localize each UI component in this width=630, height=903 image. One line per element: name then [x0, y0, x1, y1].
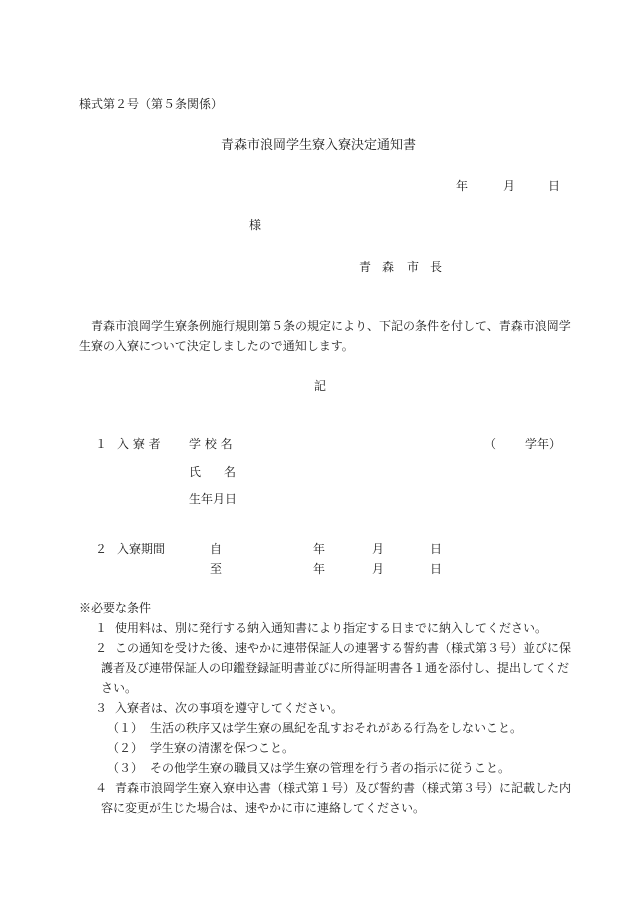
school-name-label: 学 校 名 — [189, 437, 233, 451]
condition-3-sub-2-text: 学生寮の清潔を保つこと。 — [150, 741, 295, 755]
from-month: 月 — [372, 542, 385, 556]
date-month: 月 — [503, 179, 516, 193]
condition-3-number: ３ — [95, 701, 108, 715]
condition-2-line-3: さい。 — [101, 681, 138, 695]
grade-label: 学年） — [525, 437, 562, 451]
condition-3-sub-2-number: （２） — [107, 741, 144, 755]
sender-char-2: 森 — [382, 260, 395, 274]
birthdate-label: 生年月日 — [189, 492, 238, 506]
section1-number: １ — [95, 437, 108, 451]
period-to: 至 — [210, 562, 223, 576]
document-title: 青森市浪岡学生寮入寮決定通知書 — [221, 138, 417, 153]
body-line-1: 青森市浪岡学生寮条例施行規則第５条の規定により、下記の条件を付して、青森市浪岡学 — [91, 319, 571, 333]
to-day: 日 — [430, 562, 443, 576]
form-number: 様式第２号（第５条関係） — [79, 97, 224, 111]
sender-char-1: 青 — [359, 260, 372, 274]
from-year: 年 — [313, 542, 326, 556]
ki-mark: 記 — [314, 379, 327, 393]
condition-3-sub-1-number: （１） — [107, 721, 144, 735]
name-label-char-1: 氏 — [189, 465, 202, 479]
condition-3-text: 入寮者は、次の事項を遵守してください。 — [115, 701, 344, 715]
condition-3-sub-3-text: その他学生寮の職員又は学生寮の管理を行う者の指示に従うこと。 — [150, 761, 511, 775]
conditions-heading: ※必要な条件 — [79, 601, 152, 615]
sender-char-3: 市 — [407, 260, 420, 274]
to-month: 月 — [372, 562, 385, 576]
condition-2-line-2: 護者及び連帯保証人の印鑑登録証明書並びに所得証明書各１通を添付し、提出してくだ — [101, 661, 570, 675]
condition-1-text: 使用料は、別に発行する納入通知書により指定する日までに納入してください。 — [115, 621, 548, 635]
condition-1-number: １ — [95, 621, 108, 635]
sender-char-4: 長 — [430, 260, 443, 274]
name-label-char-2: 名 — [224, 465, 237, 479]
grade-open-paren: （ — [484, 437, 497, 451]
condition-3-sub-1-text: 生活の秩序又は学生寮の風紀を乱すおそれがある行為をしないこと。 — [150, 721, 523, 735]
body-line-2: 生寮の入寮について決定しましたので通知します。 — [79, 339, 354, 353]
period-from: 自 — [210, 542, 223, 556]
from-day: 日 — [430, 542, 443, 556]
condition-4-line-2: 容に変更が生じた場合は、速やかに市に連絡してください。 — [101, 801, 426, 815]
to-year: 年 — [313, 562, 326, 576]
addressee-suffix: 様 — [249, 218, 262, 232]
section1-label: 入 寮 者 — [117, 437, 161, 451]
section2-label: 入寮期間 — [117, 542, 166, 556]
condition-2-line-1: この通知を受けた後、速やかに連帯保証人の連署する誓約書（様式第３号）並びに保 — [115, 641, 572, 655]
date-day: 日 — [548, 179, 561, 193]
condition-2-number: ２ — [95, 641, 108, 655]
condition-4-number: ４ — [95, 781, 108, 795]
date-year: 年 — [456, 179, 469, 193]
condition-3-sub-3-number: （３） — [107, 761, 144, 775]
section2-number: ２ — [95, 542, 108, 556]
condition-4-line-1: 青森市浪岡学生寮入寮申込書（様式第１号）及び誓約書（様式第３号）に記載した内 — [115, 781, 572, 795]
